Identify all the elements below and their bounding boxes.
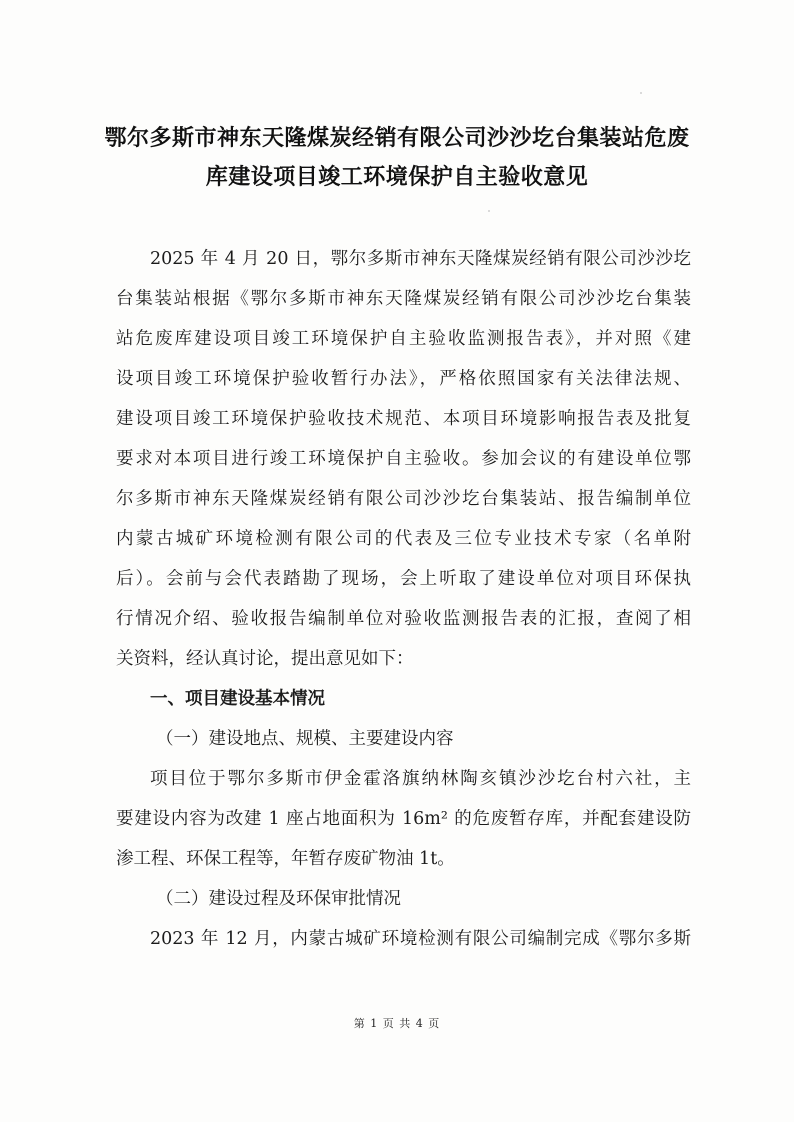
paragraph-line: 行情况介绍、验收报告编制单位对验收监测报告表的汇报，查阅了相 [116,609,691,629]
paragraph-line: 项目位于鄂尔多斯市伊金霍洛旗纳林陶亥镇沙沙圪台村六社，主 [150,769,691,789]
paragraph-line: 2025 年 4 月 20 日，鄂尔多斯市神东天隆煤炭经销有限公司沙沙圪 [150,249,691,269]
page-footer: 第 1 页 共 4 页 [353,1017,441,1030]
scan-speck [488,210,490,212]
section-heading-basic-info: 一、项目建设基本情况 [150,689,325,709]
scan-speck [640,92,642,94]
document-title-line-2: 库建设项目竣工环境保护自主验收意见 [205,165,589,190]
subsection-heading-approval: （二）建设过程及环保审批情况 [156,889,401,909]
paragraph-line: 渗工程、环保工程等，年暂存废矿物油 1t。 [116,849,455,869]
paragraph-line: 后）。会前与会代表踏勘了现场，会上听取了建设单位对项目环保执 [116,569,691,589]
document-title-line-1: 鄂尔多斯市神东天隆煤炭经销有限公司沙沙圪台集装站危废 [104,126,690,151]
paragraph-line: 尔多斯市神东天隆煤炭经销有限公司沙沙圪台集装站、报告编制单位 [116,489,691,509]
paragraph-line: 2023 年 12 月，内蒙古城矿环境检测有限公司编制完成《鄂尔多斯 [150,929,691,949]
paragraph-line: 台集装站根据《鄂尔多斯市神东天隆煤炭经销有限公司沙沙圪台集装 [116,289,691,309]
paragraph-line: 要求对本项目进行竣工环境保护自主验收。参加会议的有建设单位鄂 [116,449,691,469]
paragraph-line: 要建设内容为改建 1 座占地面积为 16m² 的危废暂存库，并配套建设防 [116,809,691,829]
paragraph-line: 设项目竣工环境保护验收暂行办法》，严格依照国家有关法律法规、 [116,369,691,389]
subsection-heading-location: （一）建设地点、规模、主要建设内容 [156,729,454,749]
paragraph-line: 建设项目竣工环境保护验收技术规范、本项目环境影响报告表及批复 [116,409,691,429]
paragraph-line: 关资料，经认真讨论，提出意见如下： [116,649,414,669]
paragraph-line: 内蒙古城矿环境检测有限公司的代表及三位专业技术专家（名单附 [116,529,691,549]
paragraph-line: 站危废库建设项目竣工环境保护自主验收监测报告表》，并对照《建 [116,329,691,349]
